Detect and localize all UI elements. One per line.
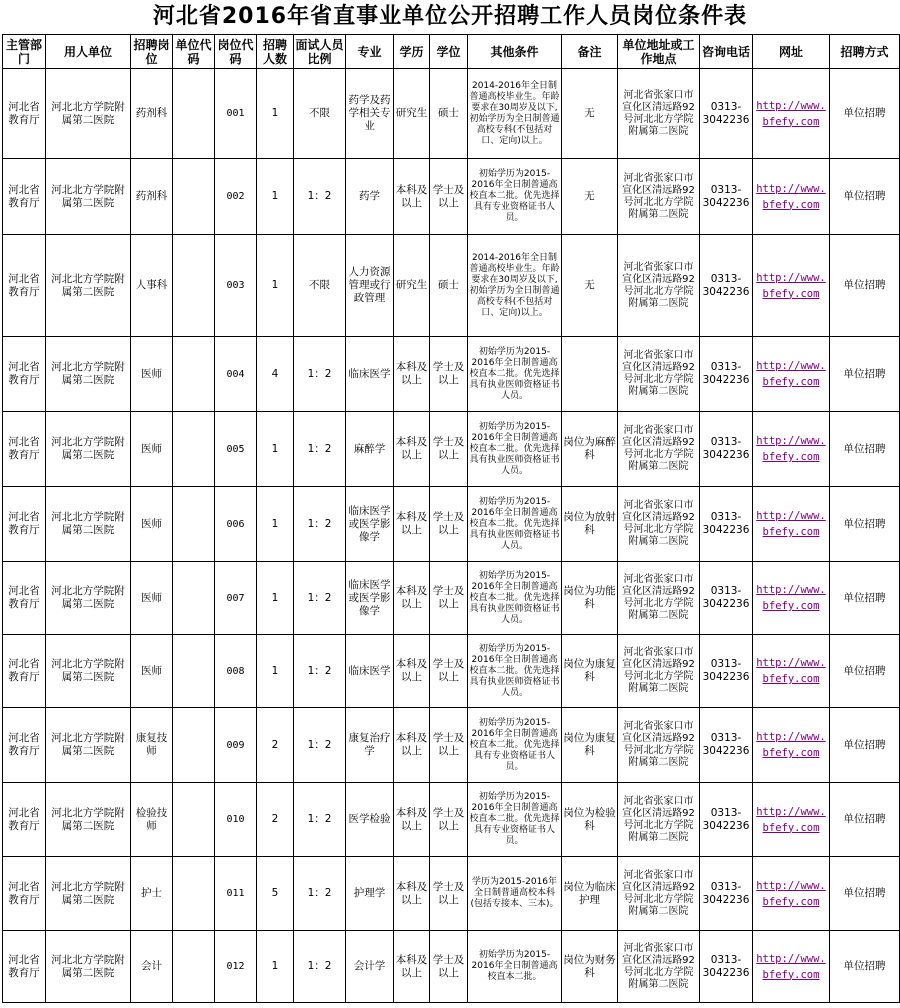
recruitment-table [2, 34, 900, 1003]
cell-degree: 学士及以上 [430, 635, 468, 708]
cell-major: 药学及药学相关专业 [346, 69, 394, 159]
cell-major: 康复治疗学 [346, 708, 394, 783]
table-row [3, 635, 900, 708]
cell-hire-count: 5 [257, 857, 294, 931]
cell-hire-count: 1 [257, 487, 294, 562]
cell-post-code: 002 [215, 159, 257, 235]
cell-education: 本科及以上 [394, 412, 430, 487]
cell-other-conditions: 初始学历为2015-2016年全日制普通高校直本二批。优先选择具有专业资格证书人员。 [468, 708, 562, 783]
cell-employer: 河北北方学院附属第二医院 [46, 708, 131, 783]
cell-interview-ratio: 1：2 [294, 635, 346, 708]
cell-website [753, 159, 830, 235]
cell-interview-ratio: 1：2 [294, 412, 346, 487]
cell-degree: 学士及以上 [430, 857, 468, 931]
cell-interview-ratio: 1：2 [294, 783, 346, 857]
cell-post-code: 007 [215, 562, 257, 635]
header-cell: 网址 [753, 35, 830, 69]
cell-education: 本科及以上 [394, 337, 430, 412]
cell-employer: 河北北方学院附属第二医院 [46, 337, 131, 412]
cell-website [753, 69, 830, 159]
cell-note: 无 [562, 69, 618, 159]
cell-website [753, 337, 830, 412]
cell-website [753, 708, 830, 783]
cell-interview-ratio: 不限 [294, 235, 346, 337]
cell-employer: 河北北方学院附属第二医院 [46, 412, 131, 487]
header-cell: 其他条件 [468, 35, 562, 69]
cell-post: 人事科 [131, 235, 173, 337]
cell-supervisor-dept: 河北省教育厅 [3, 69, 46, 159]
cell-phone: 0313-3042236 [700, 235, 753, 337]
cell-website [753, 857, 830, 931]
cell-other-conditions: 初始学历为2015-2016年全日制普通高校直本二批。优先选择具有专业资格证书人员。 [468, 159, 562, 235]
cell-other-conditions: 初始学历为2015-2016年全日制普通高校直本二批。优先选择具有执业医师资格证书人员。 [468, 562, 562, 635]
cell-post: 医师 [131, 337, 173, 412]
cell-recruit-method: 单位招聘 [830, 235, 900, 337]
cell-phone: 0313-3042236 [700, 783, 753, 857]
cell-recruit-method: 单位招聘 [830, 857, 900, 931]
cell-note: 无 [562, 235, 618, 337]
cell-hire-count: 1 [257, 235, 294, 337]
page-title: 河北省2016年省直事业单位公开招聘工作人员岗位条件表 [152, 4, 748, 29]
table-row [3, 487, 900, 562]
cell-phone: 0313-3042236 [700, 412, 753, 487]
cell-phone: 0313-3042236 [700, 635, 753, 708]
cell-note: 岗位为放射科 [562, 487, 618, 562]
cell-note: 岗位为财务科 [562, 931, 618, 1003]
cell-hire-count: 2 [257, 783, 294, 857]
cell-interview-ratio: 1：2 [294, 931, 346, 1003]
cell-interview-ratio: 不限 [294, 69, 346, 159]
cell-education: 本科及以上 [394, 931, 430, 1003]
cell-phone: 0313-3042236 [700, 931, 753, 1003]
cell-supervisor-dept: 河北省教育厅 [3, 487, 46, 562]
cell-address: 河北省张家口市宣化区清远路92号河北北方学院附属第二医院 [618, 159, 700, 235]
cell-post-code: 004 [215, 337, 257, 412]
header-cell: 用人单位 [46, 35, 131, 69]
header-cell: 备注 [562, 35, 618, 69]
table-row [3, 337, 900, 412]
header-cell: 单位地址或工作地点 [618, 35, 700, 69]
cell-unit-code [173, 337, 215, 412]
cell-hire-count: 1 [257, 412, 294, 487]
header-cell: 学位 [430, 35, 468, 69]
cell-supervisor-dept: 河北省教育厅 [3, 159, 46, 235]
cell-employer: 河北北方学院附属第二医院 [46, 562, 131, 635]
cell-recruit-method: 单位招聘 [830, 635, 900, 708]
cell-unit-code [173, 487, 215, 562]
cell-major: 临床医学或医学影像学 [346, 562, 394, 635]
cell-unit-code [173, 562, 215, 635]
website-link[interactable]: http://www.bfefy.com [756, 879, 826, 908]
cell-phone: 0313-3042236 [700, 857, 753, 931]
cell-employer: 河北北方学院附属第二医院 [46, 635, 131, 708]
table-row [3, 69, 900, 159]
cell-other-conditions: 初始学历为2015-2016年全日制普通高校直本二批。 [468, 931, 562, 1003]
cell-post-code: 012 [215, 931, 257, 1003]
cell-phone: 0313-3042236 [700, 708, 753, 783]
table-row [3, 235, 900, 337]
cell-address: 河北省张家口市宣化区清远路92号河北北方学院附属第二医院 [618, 337, 700, 412]
cell-education: 本科及以上 [394, 487, 430, 562]
cell-recruit-method: 单位招聘 [830, 783, 900, 857]
cell-supervisor-dept: 河北省教育厅 [3, 783, 46, 857]
cell-website [753, 931, 830, 1003]
cell-hire-count: 4 [257, 337, 294, 412]
cell-interview-ratio: 1：2 [294, 562, 346, 635]
cell-post: 药剂科 [131, 159, 173, 235]
cell-website [753, 635, 830, 708]
cell-degree: 学士及以上 [430, 412, 468, 487]
cell-note: 岗位为检验科 [562, 783, 618, 857]
cell-website [753, 412, 830, 487]
cell-post: 护士 [131, 857, 173, 931]
website-link[interactable]: http://www.bfefy.com [756, 435, 826, 463]
cell-note: 岗位为临床护理 [562, 857, 618, 931]
website-link[interactable]: http://www.bfefy.com [756, 182, 826, 211]
cell-major: 临床医学或医学影像学 [346, 487, 394, 562]
cell-education: 本科及以上 [394, 159, 430, 235]
table-row [3, 708, 900, 783]
cell-address: 河北省张家口市宣化区清远路92号河北北方学院附属第二医院 [618, 857, 700, 931]
cell-other-conditions: 初始学历为2015-2016年全日制普通高校直本二批。优先选择具有执业医师资格证书人员。 [468, 412, 562, 487]
cell-education: 本科及以上 [394, 635, 430, 708]
cell-major: 麻醉学 [346, 412, 394, 487]
cell-degree: 学士及以上 [430, 783, 468, 857]
cell-post: 检验技师 [131, 783, 173, 857]
cell-major: 会计学 [346, 931, 394, 1003]
website-link[interactable]: http://www.bfefy.com [756, 952, 826, 981]
cell-post: 医师 [131, 487, 173, 562]
cell-education: 本科及以上 [394, 562, 430, 635]
cell-unit-code [173, 69, 215, 159]
cell-employer: 河北北方学院附属第二医院 [46, 159, 131, 235]
cell-post: 药剂科 [131, 69, 173, 159]
cell-employer: 河北北方学院附属第二医院 [46, 487, 131, 562]
cell-interview-ratio: 1：2 [294, 857, 346, 931]
cell-post: 康复技师 [131, 708, 173, 783]
cell-recruit-method: 单位招聘 [830, 337, 900, 412]
cell-phone: 0313-3042236 [700, 487, 753, 562]
header-cell: 咨询电话 [700, 35, 753, 69]
header-cell: 主管部门 [3, 35, 46, 69]
cell-post: 会计 [131, 931, 173, 1003]
cell-post: 医师 [131, 562, 173, 635]
cell-recruit-method: 单位招聘 [830, 931, 900, 1003]
cell-other-conditions: 初始学历为2015-2016年全日制普通高校直本二批。优先选择具有执业医师资格证书人员。 [468, 635, 562, 708]
cell-supervisor-dept: 河北省教育厅 [3, 857, 46, 931]
cell-education: 研究生 [394, 235, 430, 337]
cell-address: 河北省张家口市宣化区清远路92号河北北方学院附属第二医院 [618, 931, 700, 1003]
cell-other-conditions: 2014-2016年全日制普通高校毕业生。年龄要求在30周岁及以下,初始学历为全日制普通高校专科(不包括对口、定向)以上。 [468, 235, 562, 337]
cell-hire-count: 1 [257, 635, 294, 708]
cell-post-code: 010 [215, 783, 257, 857]
cell-major: 医学检验 [346, 783, 394, 857]
cell-address: 河北省张家口市宣化区清远路92号河北北方学院附属第二医院 [618, 708, 700, 783]
cell-education: 本科及以上 [394, 708, 430, 783]
table-row [3, 562, 900, 635]
cell-post-code: 009 [215, 708, 257, 783]
cell-recruit-method: 单位招聘 [830, 412, 900, 487]
cell-other-conditions: 初始学历为2015-2016年全日制普通高校直本二批。优先选择具有专业资格证书人员。 [468, 783, 562, 857]
cell-degree: 学士及以上 [430, 562, 468, 635]
header-cell: 专业 [346, 35, 394, 69]
website-link[interactable]: http://www.bfefy.com [756, 99, 826, 128]
cell-other-conditions: 学历为2015-2016年全日制普通高校本科(包括专接本、三本)。 [468, 857, 562, 931]
cell-other-conditions: 2014-2016年全日制普通高校毕业生。年龄要求在30周岁及以下,初始学历为全日制普通高校专科(不包括对口、定向)以上。 [468, 69, 562, 159]
cell-recruit-method: 单位招聘 [830, 562, 900, 635]
cell-supervisor-dept: 河北省教育厅 [3, 708, 46, 783]
cell-supervisor-dept: 河北省教育厅 [3, 635, 46, 708]
cell-education: 本科及以上 [394, 783, 430, 857]
cell-degree: 学士及以上 [430, 159, 468, 235]
cell-supervisor-dept: 河北省教育厅 [3, 337, 46, 412]
cell-address: 河北省张家口市宣化区清远路92号河北北方学院附属第二医院 [618, 235, 700, 337]
cell-interview-ratio: 1：2 [294, 487, 346, 562]
cell-phone: 0313-3042236 [700, 69, 753, 159]
table-row [3, 783, 900, 857]
cell-unit-code [173, 235, 215, 337]
cell-post-code: 005 [215, 412, 257, 487]
cell-employer: 河北北方学院附属第二医院 [46, 931, 131, 1003]
table-row [3, 159, 900, 235]
cell-hire-count: 1 [257, 69, 294, 159]
cell-website [753, 562, 830, 635]
cell-interview-ratio: 1：2 [294, 708, 346, 783]
cell-address: 河北省张家口市宣化区清远路92号河北北方学院附属第二医院 [618, 487, 700, 562]
cell-degree: 硕士 [430, 69, 468, 159]
cell-recruit-method: 单位招聘 [830, 69, 900, 159]
cell-hire-count: 2 [257, 708, 294, 783]
cell-website [753, 235, 830, 337]
cell-hire-count: 1 [257, 159, 294, 235]
cell-degree: 学士及以上 [430, 931, 468, 1003]
cell-unit-code [173, 635, 215, 708]
cell-supervisor-dept: 河北省教育厅 [3, 931, 46, 1003]
cell-degree: 学士及以上 [430, 708, 468, 783]
cell-website [753, 487, 830, 562]
website-link[interactable]: http://www.bfefy.com [756, 805, 826, 834]
cell-employer: 河北北方学院附属第二医院 [46, 235, 131, 337]
cell-phone: 0313-3042236 [700, 337, 753, 412]
website-link[interactable]: http://www.bfefy.com [756, 657, 826, 685]
cell-note: 无 [562, 159, 618, 235]
cell-unit-code [173, 412, 215, 487]
cell-phone: 0313-3042236 [700, 159, 753, 235]
website-link[interactable]: http://www.bfefy.com [756, 510, 826, 538]
header-cell: 招聘方式 [830, 35, 900, 69]
cell-post-code: 011 [215, 857, 257, 931]
website-link[interactable]: http://www.bfefy.com [756, 271, 826, 300]
cell-post: 医师 [131, 412, 173, 487]
cell-other-conditions: 初始学历为2015-2016年全日制普通高校直本二批。优先选择具有执业医师资格证书人员。 [468, 487, 562, 562]
cell-degree: 学士及以上 [430, 487, 468, 562]
cell-major: 药学 [346, 159, 394, 235]
cell-supervisor-dept: 河北省教育厅 [3, 412, 46, 487]
cell-unit-code [173, 159, 215, 235]
website-link[interactable]: http://www.bfefy.com [756, 584, 826, 612]
table-row [3, 857, 900, 931]
cell-major: 护理学 [346, 857, 394, 931]
cell-hire-count: 1 [257, 562, 294, 635]
cell-unit-code [173, 857, 215, 931]
cell-education: 本科及以上 [394, 857, 430, 931]
cell-supervisor-dept: 河北省教育厅 [3, 562, 46, 635]
cell-employer: 河北北方学院附属第二医院 [46, 783, 131, 857]
cell-address: 河北省张家口市宣化区清远路92号河北北方学院附属第二医院 [618, 783, 700, 857]
cell-degree: 硕士 [430, 235, 468, 337]
cell-hire-count: 1 [257, 931, 294, 1003]
cell-education: 研究生 [394, 69, 430, 159]
cell-major: 临床医学 [346, 337, 394, 412]
cell-note [562, 337, 618, 412]
header-cell: 单位代码 [173, 35, 215, 69]
header-cell: 面试人员比例 [294, 35, 346, 69]
cell-address: 河北省张家口市宣化区清远路92号河北北方学院附属第二医院 [618, 412, 700, 487]
website-link[interactable]: http://www.bfefy.com [756, 360, 826, 388]
cell-interview-ratio: 1：2 [294, 337, 346, 412]
header-cell: 招聘人数 [257, 35, 294, 69]
cell-post-code: 008 [215, 635, 257, 708]
cell-unit-code [173, 931, 215, 1003]
cell-address: 河北省张家口市宣化区清远路92号河北北方学院附属第二医院 [618, 562, 700, 635]
header-cell: 岗位代码 [215, 35, 257, 69]
cell-unit-code [173, 708, 215, 783]
table-row [3, 412, 900, 487]
cell-post: 医师 [131, 635, 173, 708]
header-cell: 学历 [394, 35, 430, 69]
cell-address: 河北省张家口市宣化区清远路92号河北北方学院附属第二医院 [618, 635, 700, 708]
cell-note: 岗位为康复科 [562, 708, 618, 783]
cell-website [753, 783, 830, 857]
cell-address: 河北省张家口市宣化区清远路92号河北北方学院附属第二医院 [618, 69, 700, 159]
cell-recruit-method: 单位招聘 [830, 708, 900, 783]
cell-major: 人力资源管理或行政管理 [346, 235, 394, 337]
header-cell: 招聘岗位 [131, 35, 173, 69]
cell-post-code: 001 [215, 69, 257, 159]
cell-note: 岗位为麻醉科 [562, 412, 618, 487]
cell-other-conditions: 初始学历为2015-2016年全日制普通高校直本二批。优先选择具有执业医师资格证书人员。 [468, 337, 562, 412]
table-header-row [3, 35, 900, 69]
table-row [3, 931, 900, 1003]
cell-supervisor-dept: 河北省教育厅 [3, 235, 46, 337]
cell-interview-ratio: 1：2 [294, 159, 346, 235]
cell-employer: 河北北方学院附属第二医院 [46, 857, 131, 931]
cell-phone: 0313-3042236 [700, 562, 753, 635]
cell-degree: 学士及以上 [430, 337, 468, 412]
cell-post-code: 003 [215, 235, 257, 337]
table-body [3, 69, 900, 1003]
website-link[interactable]: http://www.bfefy.com [756, 731, 826, 759]
cell-recruit-method: 单位招聘 [830, 159, 900, 235]
cell-employer: 河北北方学院附属第二医院 [46, 69, 131, 159]
cell-note: 岗位为功能科 [562, 562, 618, 635]
cell-post-code: 006 [215, 487, 257, 562]
cell-unit-code [173, 783, 215, 857]
cell-note: 岗位为康复科 [562, 635, 618, 708]
cell-major: 临床医学 [346, 635, 394, 708]
cell-recruit-method: 单位招聘 [830, 487, 900, 562]
